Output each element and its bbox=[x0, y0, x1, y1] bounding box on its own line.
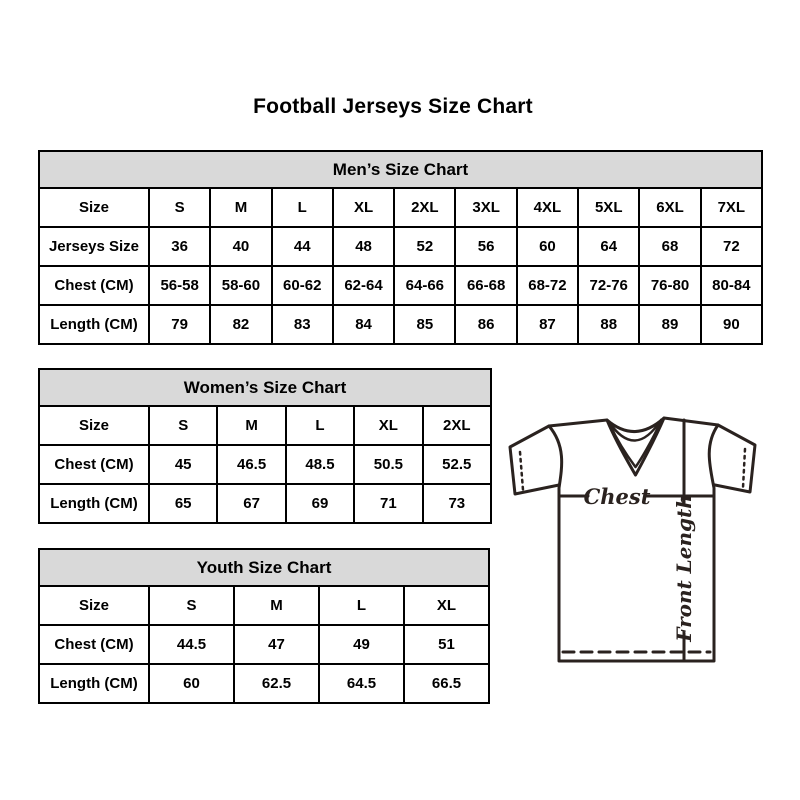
jersey-illustration bbox=[504, 404, 766, 668]
value-cell: 4XL bbox=[517, 188, 578, 227]
table-section-title: Youth Size Chart bbox=[39, 549, 489, 586]
value-cell: 3XL bbox=[455, 188, 516, 227]
value-cell: 52.5 bbox=[423, 445, 491, 484]
jersey-measurement-diagram bbox=[504, 404, 766, 668]
value-cell: 47 bbox=[234, 625, 319, 664]
value-cell: 58-60 bbox=[210, 266, 271, 305]
value-cell: 60-62 bbox=[272, 266, 333, 305]
row-label-cell: Chest (CM) bbox=[39, 266, 149, 305]
value-cell: 51 bbox=[404, 625, 489, 664]
value-cell: 6XL bbox=[639, 188, 700, 227]
value-cell: 65 bbox=[149, 484, 217, 523]
value-cell: 64-66 bbox=[394, 266, 455, 305]
page-title: Football Jerseys Size Chart bbox=[253, 95, 533, 118]
value-cell: 83 bbox=[272, 305, 333, 344]
value-cell: 87 bbox=[517, 305, 578, 344]
value-cell: XL bbox=[404, 586, 489, 625]
value-cell: 66.5 bbox=[404, 664, 489, 703]
value-cell: 60 bbox=[517, 227, 578, 266]
table-row bbox=[39, 445, 491, 484]
table-section-header bbox=[39, 549, 489, 586]
table-section-title: Men’s Size Chart bbox=[39, 151, 762, 188]
chest-label: Chest bbox=[583, 484, 651, 509]
row-label-cell: Size bbox=[39, 188, 149, 227]
row-label-cell: Size bbox=[39, 406, 149, 445]
value-cell: 67 bbox=[217, 484, 285, 523]
table-row bbox=[39, 266, 762, 305]
value-cell: 44 bbox=[272, 227, 333, 266]
value-cell: 52 bbox=[394, 227, 455, 266]
value-cell: 85 bbox=[394, 305, 455, 344]
table-row bbox=[39, 227, 762, 266]
row-label-cell: Size bbox=[39, 586, 149, 625]
value-cell: 62-64 bbox=[333, 266, 394, 305]
row-label-cell: Length (CM) bbox=[39, 305, 149, 344]
value-cell: 82 bbox=[210, 305, 271, 344]
value-cell: 50.5 bbox=[354, 445, 422, 484]
value-cell: 86 bbox=[455, 305, 516, 344]
value-cell: S bbox=[149, 188, 210, 227]
row-label-cell: Length (CM) bbox=[39, 664, 149, 703]
value-cell: 79 bbox=[149, 305, 210, 344]
value-cell: XL bbox=[354, 406, 422, 445]
value-cell: 73 bbox=[423, 484, 491, 523]
value-cell: 2XL bbox=[423, 406, 491, 445]
mens-size-table bbox=[38, 150, 763, 345]
value-cell: 60 bbox=[149, 664, 234, 703]
value-cell: 56-58 bbox=[149, 266, 210, 305]
table-section-header bbox=[39, 151, 762, 188]
value-cell: L bbox=[286, 406, 354, 445]
value-cell: 49 bbox=[319, 625, 404, 664]
value-cell: 90 bbox=[701, 305, 762, 344]
value-cell: S bbox=[149, 406, 217, 445]
value-cell: 71 bbox=[354, 484, 422, 523]
value-cell: 40 bbox=[210, 227, 271, 266]
right-sleeve bbox=[710, 425, 755, 492]
table-section-header bbox=[39, 369, 491, 406]
womens-size-table bbox=[38, 368, 492, 524]
value-cell: 48.5 bbox=[286, 445, 354, 484]
value-cell: 66-68 bbox=[455, 266, 516, 305]
row-label-cell: Chest (CM) bbox=[39, 625, 149, 664]
value-cell: 72-76 bbox=[578, 266, 639, 305]
value-cell: 84 bbox=[333, 305, 394, 344]
value-cell: 45 bbox=[149, 445, 217, 484]
left-sleeve bbox=[510, 426, 559, 494]
value-cell: S bbox=[149, 586, 234, 625]
value-cell: M bbox=[217, 406, 285, 445]
table-row bbox=[39, 586, 489, 625]
value-cell: 48 bbox=[333, 227, 394, 266]
front-length-label: Front Length bbox=[672, 494, 696, 642]
youth-size-table bbox=[38, 548, 490, 704]
value-cell: 44.5 bbox=[149, 625, 234, 664]
value-cell: M bbox=[210, 188, 271, 227]
value-cell: 69 bbox=[286, 484, 354, 523]
value-cell: 5XL bbox=[578, 188, 639, 227]
table-row bbox=[39, 664, 489, 703]
table-row bbox=[39, 305, 762, 344]
value-cell: 62.5 bbox=[234, 664, 319, 703]
value-cell: 7XL bbox=[701, 188, 762, 227]
value-cell: 36 bbox=[149, 227, 210, 266]
value-cell: 89 bbox=[639, 305, 700, 344]
value-cell: 68-72 bbox=[517, 266, 578, 305]
value-cell: XL bbox=[333, 188, 394, 227]
table-row bbox=[39, 188, 762, 227]
row-label-cell: Chest (CM) bbox=[39, 445, 149, 484]
value-cell: 88 bbox=[578, 305, 639, 344]
value-cell: 56 bbox=[455, 227, 516, 266]
table-row bbox=[39, 406, 491, 445]
value-cell: 76-80 bbox=[639, 266, 700, 305]
row-label-cell: Length (CM) bbox=[39, 484, 149, 523]
value-cell: L bbox=[319, 586, 404, 625]
row-label-cell: Jerseys Size bbox=[39, 227, 149, 266]
value-cell: L bbox=[272, 188, 333, 227]
table-row bbox=[39, 484, 491, 523]
table-section-title: Women’s Size Chart bbox=[39, 369, 491, 406]
value-cell: 72 bbox=[701, 227, 762, 266]
value-cell: 64 bbox=[578, 227, 639, 266]
value-cell: 46.5 bbox=[217, 445, 285, 484]
value-cell: 68 bbox=[639, 227, 700, 266]
value-cell: 2XL bbox=[394, 188, 455, 227]
table-row bbox=[39, 625, 489, 664]
value-cell: 80-84 bbox=[701, 266, 762, 305]
value-cell: 64.5 bbox=[319, 664, 404, 703]
value-cell: M bbox=[234, 586, 319, 625]
